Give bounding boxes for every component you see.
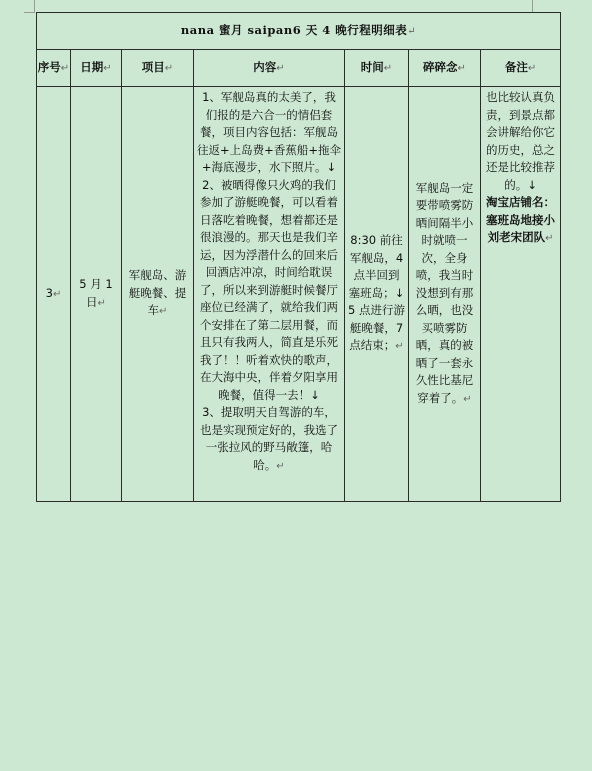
paragraph-mark-icon: ↵ xyxy=(383,62,393,74)
notes-plain: 也比较认真负责，到景点都会讲解给你它的历史，总之还是比较推荐的。↓ xyxy=(486,90,556,192)
header-seq xyxy=(37,50,71,87)
content-paragraph-2: 2、被晒得像只火鸡的我们参加了游艇晚餐，可以看着日落吃着晚餐，想着都还是很浪漫的。那天也是我们辛运，因为浮潜什么的回来后回酒店冲凉，时间给耽误了，所以来到游艇时候餐厅座位已经满了，就给我们两个安排在了第二层用餐，而且只有我两人，简直是乐死我了！！听着欢快的歌声，在大海中央，伴着夕阳享用晚餐，值得一去！↓ xyxy=(200,177,338,402)
paragraph-mark-icon: ↵ xyxy=(276,460,285,472)
paragraph-mark-icon: ↵ xyxy=(463,393,472,405)
paragraph-mark-icon: ↵ xyxy=(407,25,417,37)
table-row xyxy=(37,87,561,502)
paragraph-mark-icon: ↵ xyxy=(457,62,466,74)
paragraph-mark-icon: ↵ xyxy=(545,233,554,244)
table-title: nana 蜜月 saipan6 天 4 晚行程明细表 xyxy=(180,22,408,37)
header-content-label: 内容 xyxy=(253,59,277,74)
cell-content xyxy=(194,87,345,502)
paragraph-mark-icon: ↵ xyxy=(159,306,168,318)
row-misc: 军舰岛一定要带喷雾防晒间隔半小时就喷一次，全身喷，我当时没想到有那么晒，也没买喷雾防晒，真的被晒了一套永久性比基尼穿着了。 xyxy=(415,180,474,405)
header-time xyxy=(345,50,409,87)
header-notes-label: 备注 xyxy=(504,59,528,74)
content-paragraph-3 xyxy=(197,404,341,475)
paragraph-mark-icon: ↵ xyxy=(103,62,112,74)
header-date xyxy=(71,50,122,87)
paragraph-mark-icon: ↵ xyxy=(97,297,106,309)
header-misc xyxy=(409,50,481,87)
row-item: 军舰岛、游艇晚餐、提车 xyxy=(128,268,187,318)
cell-seq xyxy=(37,87,71,502)
cell-time xyxy=(345,87,409,502)
row-time: 8:30 前往军舰岛，4 点半回到塞班岛；↓ 5 点进行游艇晚餐，7 点结束； xyxy=(348,233,405,353)
content-paragraph-1: 1、军舰岛真的太美了，我们报的是六合一的情侣套餐，项目内容包括：军舰岛往返+上岛费+香蕉船+拖伞+海底漫步，水下照片。↓ xyxy=(197,90,341,174)
row-seq: 3 xyxy=(45,285,53,300)
notes-shop-text: 淘宝店铺名：塞班岛地接小刘老宋团队 xyxy=(486,195,556,244)
row-date: 5 月 1 日 xyxy=(79,277,113,309)
header-seq-label: 序号 xyxy=(37,59,61,74)
paragraph-mark-icon: ↵ xyxy=(52,288,62,300)
paragraph-mark-icon: ↵ xyxy=(276,62,285,74)
notes-shop xyxy=(483,194,558,248)
paragraph-mark-icon: ↵ xyxy=(60,62,70,74)
header-misc-label: 碎碎念 xyxy=(423,59,458,74)
header-notes xyxy=(481,50,561,87)
cell-notes xyxy=(481,87,561,502)
header-item-label: 项目 xyxy=(141,59,165,74)
cell-date xyxy=(71,87,122,502)
content-paragraph-3-text: 3、提取明天自驾游的车，也是实现预定好的，我选了一张拉风的野马敞篷，哈哈。 xyxy=(200,405,338,472)
cell-misc xyxy=(409,87,481,502)
cell-item xyxy=(122,87,194,502)
paragraph-mark-icon: ↵ xyxy=(164,62,174,74)
header-content xyxy=(194,50,345,87)
table-title-cell xyxy=(37,13,561,50)
crop-mark-top-left xyxy=(24,0,35,13)
paragraph-mark-icon: ↵ xyxy=(395,341,404,353)
header-item xyxy=(122,50,194,87)
itinerary-table xyxy=(36,12,561,502)
header-time-label: 时间 xyxy=(360,59,384,74)
header-date-label: 日期 xyxy=(80,59,104,74)
paragraph-mark-icon: ↵ xyxy=(527,62,537,74)
